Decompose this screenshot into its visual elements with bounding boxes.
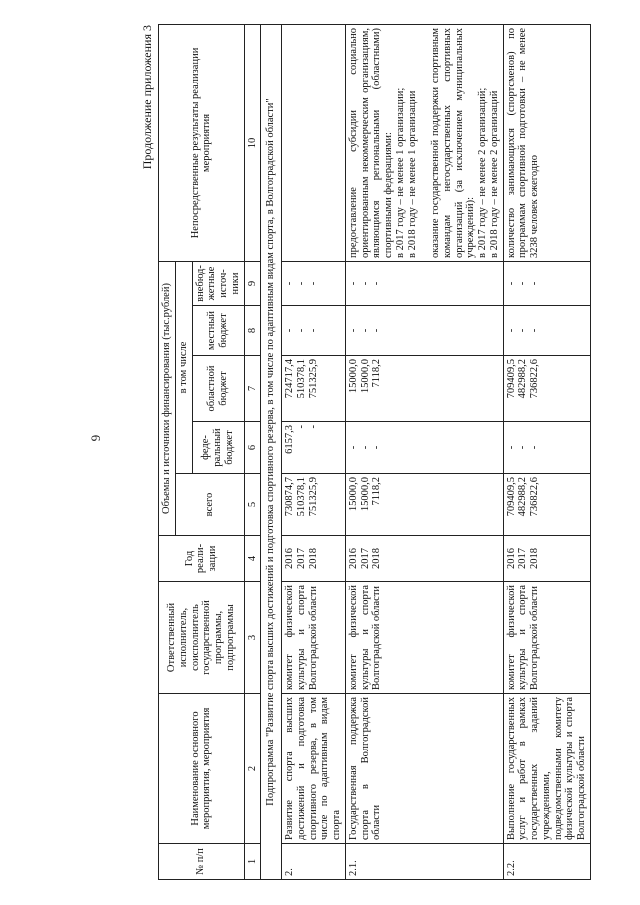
row-name: Выполнение государственных услуг и работ в рамках государственных заданий учреждениями, подведомственными комитету физической культуры и спорта Волгоградской области bbox=[503, 694, 590, 844]
row-name: Государственная поддержка спорта в Волгоградской области bbox=[345, 694, 503, 844]
col-number: 7 bbox=[244, 356, 261, 422]
table-row bbox=[345, 24, 503, 879]
row-years: 2016 2017 2018 bbox=[345, 536, 503, 582]
header-number: № п/п bbox=[159, 844, 245, 880]
row-regional: 724717,4 510378,1 751325,9 bbox=[282, 356, 346, 422]
col-number: 9 bbox=[244, 261, 261, 305]
col-number: 2 bbox=[244, 694, 261, 844]
row-result: количество занимающихся (спортсменов) по программам спортивной подготовки – не менее 3238 человек ежегодно bbox=[503, 24, 590, 261]
header-regional: областной бюджет bbox=[192, 356, 244, 422]
header-total: всего bbox=[175, 474, 244, 536]
table-row bbox=[503, 24, 590, 879]
col-number: 3 bbox=[244, 582, 261, 694]
row-executor: комитет физической культуры и спорта Волгоградской области bbox=[503, 582, 590, 694]
row-local: - - - bbox=[282, 306, 346, 356]
row-years: 2016 2017 2018 bbox=[282, 536, 346, 582]
col-number: 1 bbox=[244, 844, 261, 880]
row-regional: 709409,5 482988,2 736822,6 bbox=[503, 356, 590, 422]
row-offbudget: - - - bbox=[503, 261, 590, 305]
header-funding: Объемы и источники финансирования (тыс.рублей) bbox=[159, 261, 176, 535]
row-executor: комитет физической культуры и спорта Волгоградской области bbox=[282, 582, 346, 694]
header-name: Наименование основного мероприятия, мероприятия bbox=[159, 694, 245, 844]
header-federal: феде-ральный бюджет bbox=[192, 422, 244, 474]
row-federal: - - - bbox=[345, 422, 503, 474]
col-number: 6 bbox=[244, 422, 261, 474]
header-local: местный бюджет bbox=[192, 306, 244, 356]
row-result: предоставление субсидии социально ориентированным некоммерческим организациям, являющимся региональными (областными) спортивными федерациями: в 2017 году – не менее 1 организации; в 2018 году – не менее 1 организации оказание государственной поддержки спортивным командам негосударственных спортивных организаций (за исключением муниципальных учреждений): в 2017 году – не менее 2 организаций; в 2018 году – не менее 2 организаций bbox=[345, 24, 503, 261]
row-federal: 6157,3 - - bbox=[282, 422, 346, 474]
program-table bbox=[158, 24, 591, 880]
col-number: 8 bbox=[244, 306, 261, 356]
col-number: 5 bbox=[244, 474, 261, 536]
row-number: 2.2. bbox=[503, 844, 590, 880]
row-number: 2.1. bbox=[345, 844, 503, 880]
continuation-label: Продолжение приложения 3 bbox=[140, 25, 154, 170]
header-year: Год реали-зации bbox=[159, 536, 245, 582]
row-result bbox=[282, 24, 346, 261]
row-name: Развитие спорта высших достижений и подготовка спортивного резерва, в том числе по адаптивным видам спорта bbox=[282, 694, 346, 844]
col-number: 10 bbox=[244, 24, 261, 261]
col-number: 4 bbox=[244, 536, 261, 582]
row-total: 709409,5 482988,2 736822,6 bbox=[503, 474, 590, 536]
header-offbudget: внебюд-жетные источ-ники bbox=[192, 261, 244, 305]
header-results: Непосредственные результаты реализации мероприятия bbox=[159, 24, 245, 261]
table-row bbox=[282, 24, 346, 879]
row-total: 15000,0 15000,0 7118,2 bbox=[345, 474, 503, 536]
row-total: 730874,7 510378,1 751325,9 bbox=[282, 474, 346, 536]
row-offbudget: - - - bbox=[345, 261, 503, 305]
header-executor: Ответственный исполнитель, соисполнитель государственной программы, подпрограммы bbox=[159, 582, 245, 694]
rotated-page bbox=[140, 25, 610, 880]
row-local: - - - bbox=[503, 306, 590, 356]
row-offbudget: - - - bbox=[282, 261, 346, 305]
row-years: 2016 2017 2018 bbox=[503, 536, 590, 582]
page-number: 6 bbox=[88, 434, 104, 442]
row-federal: - - - bbox=[503, 422, 590, 474]
row-executor: комитет физической культуры и спорта Волгоградской области bbox=[345, 582, 503, 694]
header-including: в том числе bbox=[175, 261, 192, 473]
row-number: 2. bbox=[282, 844, 346, 880]
row-regional: 15000,0 15000,0 7118,2 bbox=[345, 356, 503, 422]
row-local: - - - bbox=[345, 306, 503, 356]
subprogram-title: Подпрограмма "Развитие спорта высших достижений и подготовка спортивного резерва, в том числе по адаптивным видам спорта, в Волгоградской области" bbox=[261, 24, 282, 879]
